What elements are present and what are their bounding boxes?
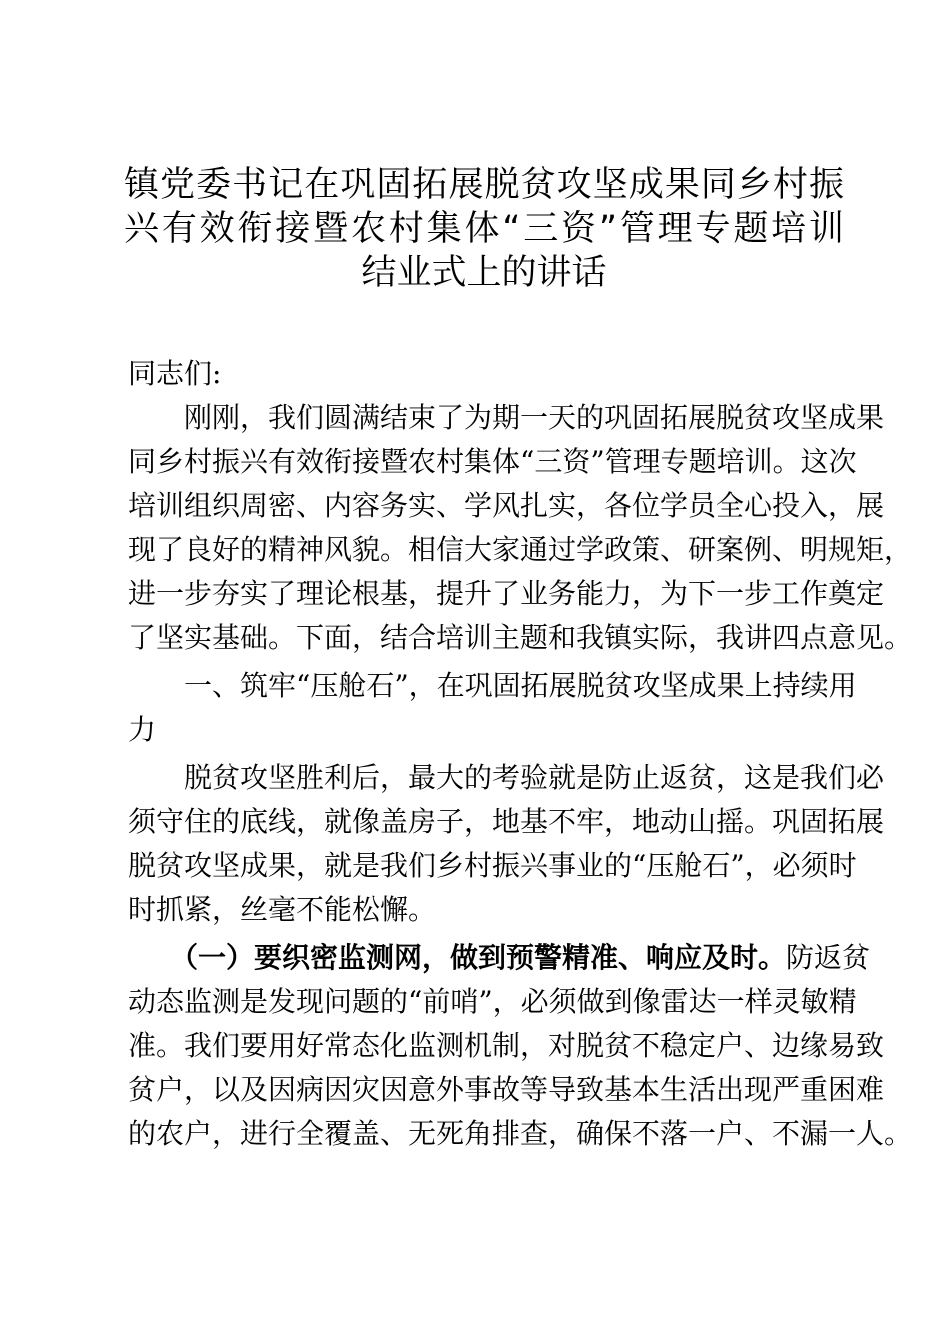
paragraph-section-1 <box>128 756 885 932</box>
paragraph-opening <box>128 396 913 660</box>
text-line <box>128 936 871 980</box>
document-body <box>128 352 913 1156</box>
text-line: 培训组织周密、内容务实、学风扎实，各位学员全心投入，展 <box>128 489 885 522</box>
text-line: 贫户，以及因病因灾因意外事故等导致基本生活出现严重困难 <box>128 1073 885 1106</box>
text-line: 时抓紧，丝毫不能松懈。 <box>128 893 437 926</box>
title-line: 结业式上的讲话 <box>361 253 607 293</box>
subsection-heading: （一）要织密监测网，做到预警精准、响应及时。 <box>170 941 787 974</box>
paragraph-subsection-1 <box>128 936 913 1156</box>
text-line: 动态监测是发现问题的“前哨”，必须做到像雷达一样灵敏精 <box>128 985 857 1018</box>
text-line: 脱贫攻坚胜利后，最大的考验就是防止返贫，这是我们必 <box>184 761 885 794</box>
text-line: 现了良好的精神风貌。相信大家通过学政策、研案例、明规矩， <box>128 533 913 566</box>
text-line: 了坚实基础。下面，结合培训主题和我镇实际，我讲四点意见。 <box>128 621 913 654</box>
salutation: 同志们: <box>128 357 222 390</box>
title-line: 兴有效衔接暨农村集体“三资”管理专题培训 <box>124 209 844 249</box>
text-line: 准。我们要用好常态化监测机制，对脱贫不稳定户、边缘易致 <box>128 1029 885 1062</box>
text-line: 的农户，进行全覆盖、无死角排查，确保不落一户、不漏一人。 <box>128 1117 913 1150</box>
text-line: 同乡村振兴有效衔接暨农村集体“三资”管理专题培训。这次 <box>128 445 857 478</box>
title-line: 镇党委书记在巩固拓展脱贫攻坚成果同乡村振 <box>124 165 844 205</box>
heading-line: 一、筑牢“压舱石”，在巩固拓展脱贫攻坚成果上持续用 <box>184 669 857 702</box>
text-line: 刚刚，我们圆满结束了为期一天的巩固拓展脱贫攻坚成果 <box>184 401 885 434</box>
section-heading-1 <box>128 664 857 752</box>
document-title <box>124 162 844 294</box>
text-line: 进一步夯实了理论根基，提升了业务能力，为下一步工作奠定 <box>128 577 885 610</box>
text-line: 须守住的底线，就像盖房子，地基不牢，地动山摇。巩固拓展 <box>128 805 885 838</box>
text-line: 脱贫攻坚成果，就是我们乡村振兴事业的“压舱石”，必须时 <box>128 849 857 882</box>
heading-line: 力 <box>128 713 157 746</box>
text-run: 防返贫 <box>786 941 871 974</box>
